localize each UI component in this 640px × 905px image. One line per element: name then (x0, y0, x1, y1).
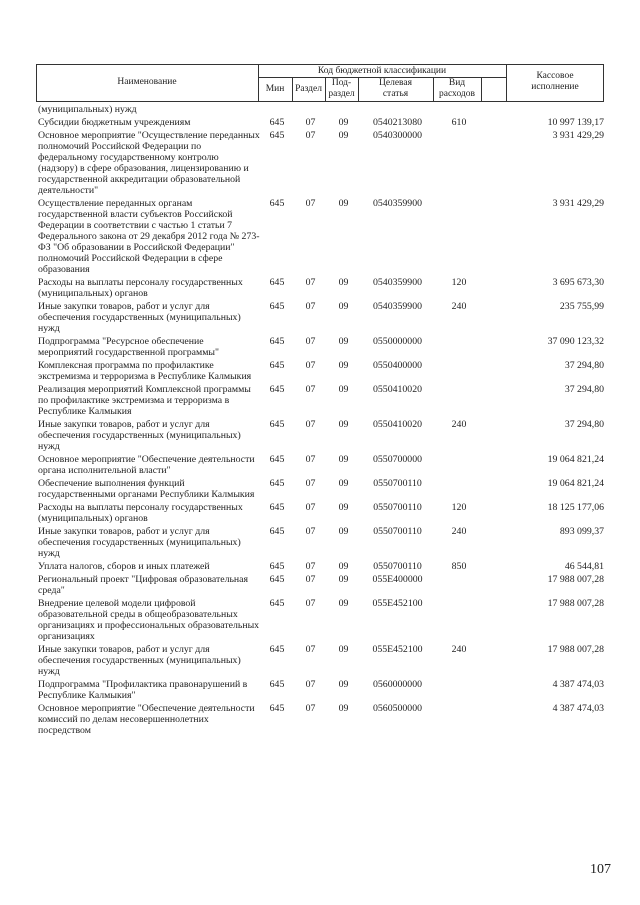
row-celevaya: 0550700110 (373, 502, 422, 513)
row-podrazdel: 09 (338, 454, 349, 465)
header-kbk: Код бюджетной классификации (317, 66, 447, 76)
row-razdel: 07 (305, 454, 316, 465)
row-razdel: 07 (305, 301, 316, 312)
row-sum: 19 064 821,24 (547, 454, 604, 465)
row-vid: 120 (451, 502, 467, 513)
row-sum: 37 090 123,32 (547, 336, 604, 347)
table-row (36, 360, 604, 382)
row-vid (435, 703, 483, 736)
row-name: Подпрограмма "Ресурсное обеспечение мероприятий государственной программы" (38, 336, 220, 358)
table-header (36, 64, 604, 102)
row-sum: 17 988 007,28 (547, 574, 604, 585)
row-vid: 610 (451, 117, 467, 128)
row-podrazdel: 09 (338, 419, 349, 430)
row-min: 645 (269, 277, 285, 288)
row-celevaya: 0540359900 (373, 198, 422, 209)
header-celevaya-1: Целевая (379, 78, 412, 88)
row-sum: 18 125 177,06 (547, 502, 604, 513)
row-vid: 240 (451, 301, 467, 312)
row-name: Уплата налогов, сборов и иных платежей (38, 561, 210, 572)
row-vid: 240 (451, 526, 467, 537)
row-razdel: 07 (305, 336, 316, 347)
table-row (36, 198, 604, 275)
row-name: Основное мероприятие "Осуществление переданных полномочий Российской Федерации по федеральному государственному контролю (надзору) в сфере образования, лицензированию и государственной аккредитации образовательной деятельности" (38, 130, 260, 196)
row-razdel: 07 (305, 478, 316, 489)
row-razdel: 07 (305, 679, 316, 690)
row-vid (435, 104, 483, 115)
row-razdel: 07 (305, 502, 316, 513)
row-name: Иные закупки товаров, работ и услуг для обеспечения государственных (муниципальных) нужд (38, 644, 241, 677)
header-vid-2: расходов (439, 89, 475, 99)
row-celevaya: 0560500000 (373, 703, 422, 714)
row-vid: 240 (451, 644, 467, 655)
row-podrazdel: 09 (338, 703, 349, 714)
row-name: Расходы на выплаты персоналу государственных (муниципальных) органов (38, 502, 243, 524)
row-name: Внедрение целевой модели цифровой образовательной среды в общеобразовательных организациях и профессиональных образовательных организациях (38, 598, 260, 642)
row-sum: 37 294,80 (564, 360, 604, 371)
row-celevaya: 0550700110 (373, 526, 422, 537)
row-razdel: 07 (305, 117, 316, 128)
row-sum: 17 988 007,28 (547, 598, 604, 609)
row-min: 645 (269, 703, 285, 714)
row-celevaya: 0550000000 (373, 336, 422, 347)
row-vid (435, 598, 483, 642)
row-celevaya: 0540213080 (373, 117, 422, 128)
header-podrazdel-2: раздел (328, 89, 355, 99)
row-podrazdel (327, 104, 360, 115)
row-razdel: 07 (305, 384, 316, 395)
row-celevaya: 0560000000 (373, 679, 422, 690)
row-vid (435, 130, 483, 196)
table-row (36, 277, 604, 299)
row-min: 645 (269, 419, 285, 430)
budget-table (36, 64, 604, 736)
row-razdel: 07 (305, 574, 316, 585)
table-body (36, 104, 604, 736)
row-podrazdel: 09 (338, 384, 349, 395)
row-sum: 19 064 821,24 (547, 478, 604, 489)
table-row (36, 336, 604, 358)
row-vid (435, 478, 483, 500)
row-celevaya: 0550700000 (373, 454, 422, 465)
row-celevaya: 0540359900 (373, 301, 422, 312)
row-min: 645 (269, 130, 285, 141)
row-sum: 37 294,80 (564, 419, 604, 430)
row-sum: 46 544,81 (564, 561, 604, 572)
row-vid: 850 (451, 561, 467, 572)
row-vid (435, 360, 483, 382)
row-podrazdel: 09 (338, 644, 349, 655)
row-min (260, 104, 294, 115)
row-min: 645 (269, 644, 285, 655)
table-row (36, 598, 604, 642)
row-sum: 235 755,99 (559, 301, 604, 312)
row-podrazdel: 09 (338, 117, 349, 128)
row-name: Региональный проект "Цифровая образовательная среда" (38, 574, 249, 596)
page-number: 107 (590, 862, 611, 877)
row-min: 645 (269, 117, 285, 128)
row-vid (435, 679, 483, 701)
row-podrazdel: 09 (338, 598, 349, 609)
row-vid (435, 336, 483, 358)
row-razdel (294, 104, 327, 115)
row-min: 645 (269, 454, 285, 465)
row-name: Основное мероприятие "Обеспечение деятельности органа исполнительной власти" (38, 454, 255, 476)
row-sum: 10 997 139,17 (547, 117, 604, 128)
header-kassovoe-2: исполнение (531, 82, 579, 92)
row-min: 645 (269, 574, 285, 585)
row-celevaya: 055E452100 (372, 598, 423, 609)
row-razdel: 07 (305, 561, 316, 572)
row-vid (435, 574, 483, 596)
table-row (36, 703, 604, 736)
table-row (36, 644, 604, 677)
row-sum: 37 294,80 (564, 384, 604, 395)
row-min: 645 (269, 526, 285, 537)
row-sum: 3 931 429,29 (552, 198, 604, 209)
row-vid (435, 384, 483, 417)
row-min: 645 (269, 478, 285, 489)
table-row (36, 419, 604, 452)
table-row (36, 454, 604, 476)
row-name: Реализация мероприятий Комплексной программы по профилактике экстремизма и терроризма в Республике Калмыкия (38, 384, 251, 417)
row-podrazdel: 09 (338, 574, 349, 585)
row-sum (483, 104, 604, 115)
row-razdel: 07 (305, 198, 316, 209)
table-row (36, 384, 604, 417)
table-row (36, 561, 604, 572)
row-razdel: 07 (305, 277, 316, 288)
table-row (36, 502, 604, 524)
row-razdel: 07 (305, 598, 316, 609)
row-vid (435, 198, 483, 275)
table-row (36, 301, 604, 334)
row-celevaya: 0540300000 (373, 130, 422, 141)
row-razdel: 07 (305, 644, 316, 655)
row-sum: 3 931 429,29 (552, 130, 604, 141)
header-celevaya-2: статья (382, 89, 409, 99)
header-vid-1: Вид (448, 78, 466, 88)
row-podrazdel: 09 (338, 336, 349, 347)
row-podrazdel: 09 (338, 277, 349, 288)
row-name: Осуществление переданных органам государственной власти субъектов Российской Федерации в соответствии с частью 1 статьи 7 Федерального закона от 29 декабря 2012 года № 273-ФЗ "Об образовании в Российской Федерации" полномочий Российской Федерации в сфере образования (38, 198, 260, 275)
row-sum: 4 387 474,03 (552, 679, 604, 690)
row-celevaya: 055E400000 (372, 574, 423, 585)
row-razdel: 07 (305, 130, 316, 141)
row-celevaya: 0550410020 (373, 384, 422, 395)
row-sum: 17 988 007,28 (547, 644, 604, 655)
row-podrazdel: 09 (338, 679, 349, 690)
row-celevaya (360, 104, 435, 115)
row-min: 645 (269, 301, 285, 312)
row-min: 645 (269, 502, 285, 513)
row-vid: 120 (451, 277, 467, 288)
row-razdel: 07 (305, 360, 316, 371)
row-razdel: 07 (305, 419, 316, 430)
header-name: Наименование (117, 77, 177, 87)
row-name: Расходы на выплаты персоналу государственных (муниципальных) органов (38, 277, 243, 299)
table-row (36, 526, 604, 559)
row-podrazdel: 09 (338, 502, 349, 513)
header-podrazdel-1: Под- (331, 78, 352, 88)
row-sum: 893 099,37 (559, 526, 604, 537)
row-podrazdel: 09 (338, 526, 349, 537)
row-podrazdel: 09 (338, 301, 349, 312)
row-min: 645 (269, 561, 285, 572)
row-name: Иные закупки товаров, работ и услуг для обеспечения государственных (муниципальных) нужд (38, 301, 241, 334)
row-podrazdel: 09 (338, 478, 349, 489)
row-min: 645 (269, 198, 285, 209)
row-podrazdel: 09 (338, 561, 349, 572)
row-name: (муниципальных) нужд (38, 104, 137, 115)
header-min: Мин (265, 84, 285, 94)
table-row (36, 117, 604, 128)
table-row (36, 478, 604, 500)
row-vid (435, 454, 483, 476)
row-name: Основное мероприятие "Обеспечение деятельности комиссий по делам несовершеннолетних посредством (38, 703, 255, 736)
table-row (36, 130, 604, 196)
row-min: 645 (269, 384, 285, 395)
row-razdel: 07 (305, 526, 316, 537)
table-row (36, 574, 604, 596)
row-min: 645 (269, 360, 285, 371)
row-vid: 240 (451, 419, 467, 430)
row-name: Иные закупки товаров, работ и услуг для обеспечения государственных (муниципальных) нужд (38, 419, 241, 452)
row-celevaya: 0550410020 (373, 419, 422, 430)
row-celevaya: 0540359900 (373, 277, 422, 288)
row-celevaya: 0550700110 (373, 561, 422, 572)
row-sum: 4 387 474,03 (552, 703, 604, 714)
row-name: Обеспечение выполнения функций государственными органами Республики Калмыкия (38, 478, 255, 500)
row-name: Субсидии бюджетным учреждениям (38, 117, 191, 128)
row-celevaya: 0550700110 (373, 478, 422, 489)
row-podrazdel: 09 (338, 360, 349, 371)
row-sum: 3 695 673,30 (552, 277, 604, 288)
table-row (36, 104, 604, 115)
row-min: 645 (269, 336, 285, 347)
row-name: Иные закупки товаров, работ и услуг для обеспечения государственных (муниципальных) нужд (38, 526, 241, 559)
row-celevaya: 055E452100 (372, 644, 423, 655)
header-kassovoe-1: Кассовое (536, 71, 574, 81)
row-podrazdel: 09 (338, 198, 349, 209)
row-celevaya: 0550400000 (373, 360, 422, 371)
row-name: Комплексная программа по профилактике экстремизма и терроризма в Республике Калмыкия (38, 360, 252, 382)
header-razdel: Раздел (295, 84, 322, 94)
row-min: 645 (269, 598, 285, 609)
row-podrazdel: 09 (338, 130, 349, 141)
row-min: 645 (269, 679, 285, 690)
row-razdel: 07 (305, 703, 316, 714)
row-name: Подпрограмма "Профилактика правонарушений в Республике Калмыкия" (38, 679, 248, 701)
table-row (36, 679, 604, 701)
